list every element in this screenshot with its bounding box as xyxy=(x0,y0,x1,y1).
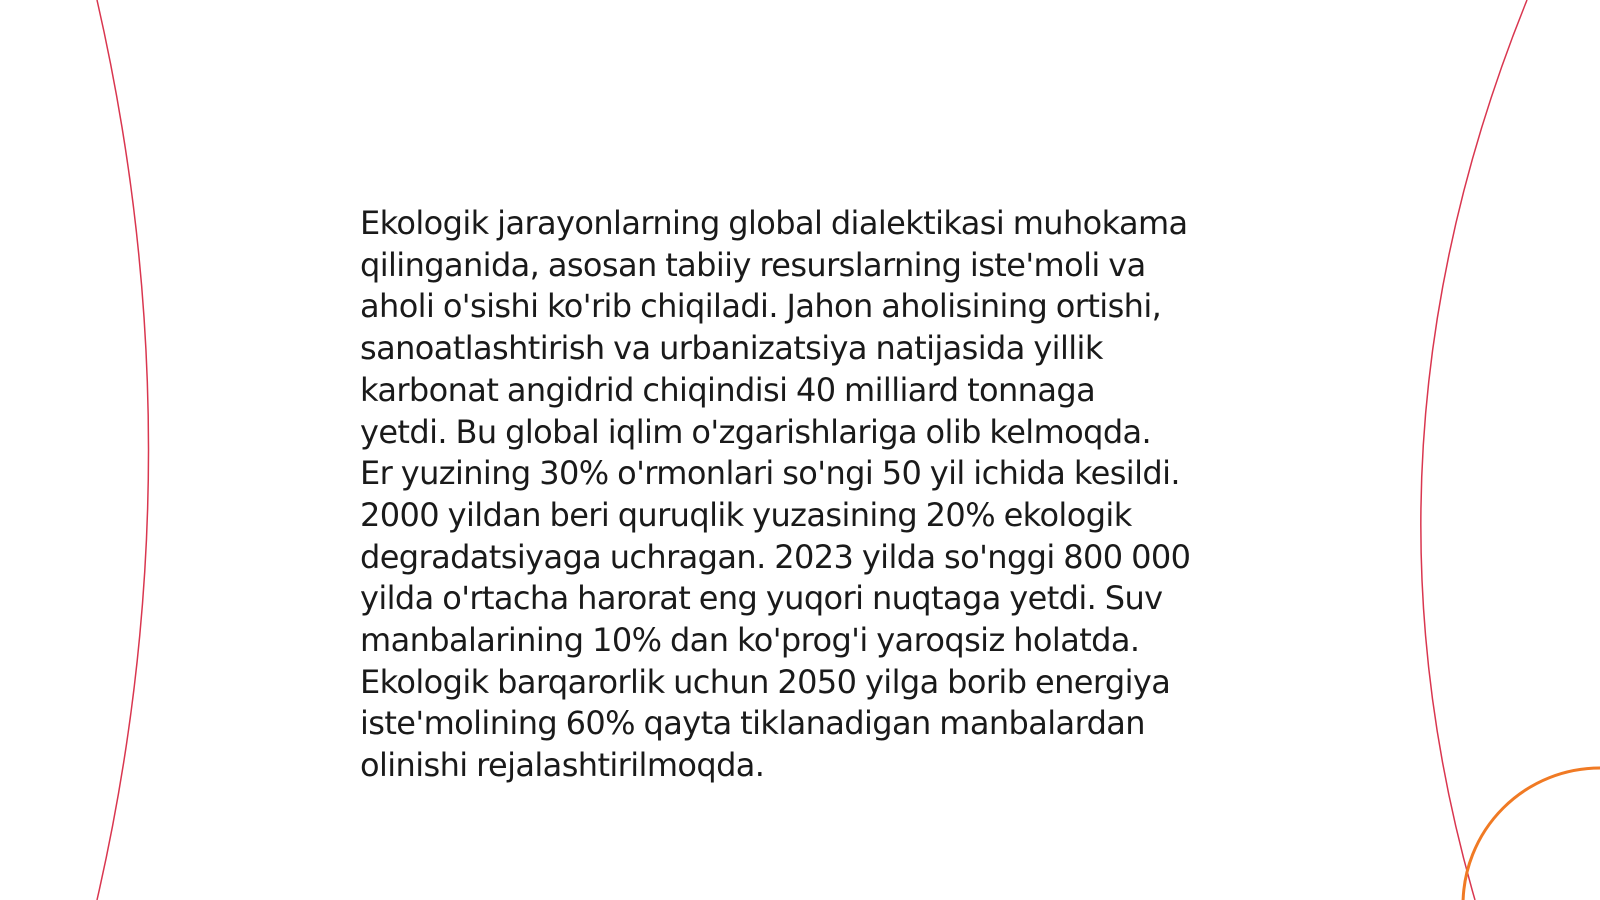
text-line: 2000 yildan beri quruqlik yuzasining 20% ekologik xyxy=(360,495,1132,534)
left-arc-line xyxy=(97,0,149,900)
text-line: sanoatlashtirish va urbanizatsiya natijasida yillik xyxy=(360,329,1103,368)
text-line: karbonat angidrid chiqindisi 40 milliard tonnaga xyxy=(360,370,1096,409)
text-line: Ekologik barqarorlik uchun 2050 yilga borib energiya xyxy=(360,662,1171,701)
text-line: yetdi. Bu global iqlim o'zgarishlariga olib kelmoqda. xyxy=(360,412,1152,451)
text-line: Ekologik jarayonlarning global dialektikasi muhokama xyxy=(360,204,1188,242)
text-line: aholi o'sishi ko'rib chiqiladi. Jahon aholisining ortishi, xyxy=(360,287,1162,326)
orange-circle-outline xyxy=(1463,768,1600,900)
text-line: olinishi rejalashtirilmoqda. xyxy=(360,746,765,785)
text-line: qilinganida, asosan tabiiy resurslarning iste'moli va xyxy=(360,245,1146,284)
right-arc-line xyxy=(1421,0,1527,900)
text-line: manbalarining 10% dan ko'prog'i yaroqsiz holatda. xyxy=(360,621,1140,660)
text-line: degradatsiyaga uchragan. 2023 yilda so'nggi 800 000 xyxy=(360,537,1191,576)
text-line: Er yuzining 30% o'rmonlari so'ngi 50 yil ichida kesildi. xyxy=(360,454,1180,493)
body-paragraph xyxy=(360,203,1260,787)
text-line: yilda o'rtacha harorat eng yuqori nuqtaga yetdi. Suv xyxy=(360,579,1163,618)
text-line: iste'molining 60% qayta tiklanadigan manbalardan xyxy=(360,704,1145,743)
